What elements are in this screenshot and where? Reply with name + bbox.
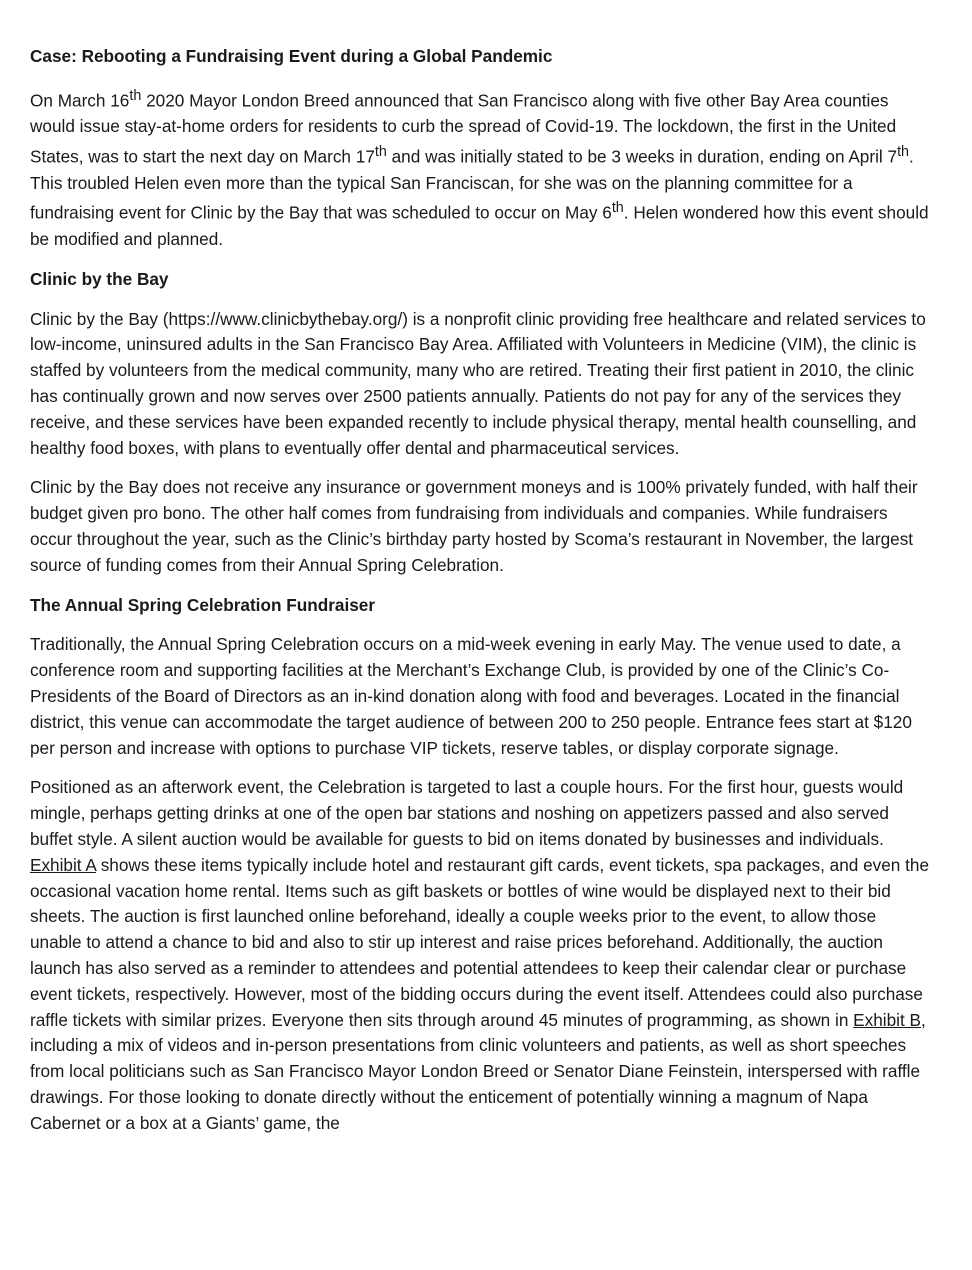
exhibit-a-link[interactable]: Exhibit A xyxy=(30,854,96,875)
section-heading-celebration: The Annual Spring Celebration Fundraiser xyxy=(30,594,376,615)
celebration-text-b: shows these items typically include hotel and restaurant gift cards, event tickets, spa packages, and even the occasional vacation home rental. Items such as gift baskets or bottles of wine would be displayed next to their bid sheets. The auction is first launched online beforehand, ideally a couple weeks prior to the event, to allow those unable to attend a chance to bid and also to stir up interest and raise prices beforehand. Additionally, the auction launch has also served as a reminder to attendees and potential attendees to keep their calendar clear or purchase event tickets, respectively. However, most of the bidding occurs during the event itself. Attendees could also purchase raffle tickets with similar prizes. Everyone then sits through around 45 minutes of programming, as shown in xyxy=(30,854,930,1030)
ordinal-suffix: th xyxy=(897,144,910,161)
clinic-paragraph-2: Clinic by the Bay does not receive any insurance or government moneys and is 100% privately funded, with half their budget given pro bono. The other half comes from fundraising from individuals and companies. While fundraisers occur throughout the year, such as the Clinic’s birthday party hosted by Scoma’s restaurant in November, the largest source of funding comes from their Annual Spring Celebration. xyxy=(30,477,918,575)
intro-text-2: 2020 Mayor London Breed announced that San Francisco along with five other Bay Area counties would issue stay-at-home orders for residents to curb the spread of Covid-19. The lockdown, the first in the United States, was to start the next day on March 17 xyxy=(30,90,897,167)
intro-paragraph xyxy=(30,84,932,253)
intro-text-5: . Helen wondered how this event should be modified and planned. xyxy=(30,203,929,249)
document-title: Case: Rebooting a Fundraising Event during a Global Pandemic xyxy=(30,46,553,66)
ordinal-suffix: th xyxy=(129,87,142,104)
ordinal-suffix: th xyxy=(611,200,624,217)
intro-text-4: . This troubled Helen even more than the typical San Franciscan, for she was on the planning committee for a fundraising event for Clinic by the Bay that was scheduled to occur on May 6 xyxy=(30,146,914,224)
intro-text-3: and was initially stated to be 3 weeks in duration, ending on April 7 xyxy=(386,146,898,167)
celebration-paragraph-2 xyxy=(30,775,932,1136)
celebration-text-c: including a mix of videos and in-person presentations from clinic volunteers and patients, as well as short speeches from local politicians such as San Francisco Mayor London Breed or Senator Diane Feinstein, interspersed with raffle drawings. For those looking to donate directly without the enticement of potentially winning a magnum of Napa Cabernet or a box at a Giants’ game, the xyxy=(30,1035,921,1133)
clinic-paragraph-1: Clinic by the Bay (https://www.clinicbythebay.org/) is a nonprofit clinic providing free healthcare and related services to low-income, uninsured adults in the San Francisco Bay Area. Affiliated with Volunteers in Medicine (VIM), the clinic is staffed by volunteers from the medical community, many who are retired. Treating their first patient in 2010, the clinic has continually grown and now serves over 2500 patients annually. Patients do not pay for any of the services they receive, and these services have been expanded recently to include physical therapy, mental health counselling, and healthy food boxes, with plans to eventually offer dental and pharmaceutical services. xyxy=(30,308,926,458)
celebration-text-a: Positioned as an afterwork event, the Celebration is targeted to last a couple hours. For the first hour, guests would mingle, perhaps getting drinks at one of the open bar stations and noshing on appetizers passed and also served buffet style. A silent auction would be available for guests to bid on items donated by businesses and individuals. xyxy=(30,777,904,849)
section-heading-clinic: Clinic by the Bay xyxy=(30,268,169,289)
ordinal-suffix: th xyxy=(374,144,387,161)
celebration-paragraph-1: Traditionally, the Annual Spring Celebration occurs on a mid-week evening in early May. The venue used to date, a conference room and supporting facilities at the Merchant’s Exchange Club, is provided by one of the Clinic’s Co-Presidents of the Board of Directors as an in-kind donation along with food and beverages. Located in the financial district, this venue can accommodate the target audience of between 200 to 250 people. Entrance fees start at $120 per person and increase with options to purchase VIP tickets, reserve tables, or display corporate signage. xyxy=(30,634,912,758)
intro-text-1: On March 16 xyxy=(30,90,130,111)
exhibit-b-link[interactable]: Exhibit B, xyxy=(853,1009,926,1030)
